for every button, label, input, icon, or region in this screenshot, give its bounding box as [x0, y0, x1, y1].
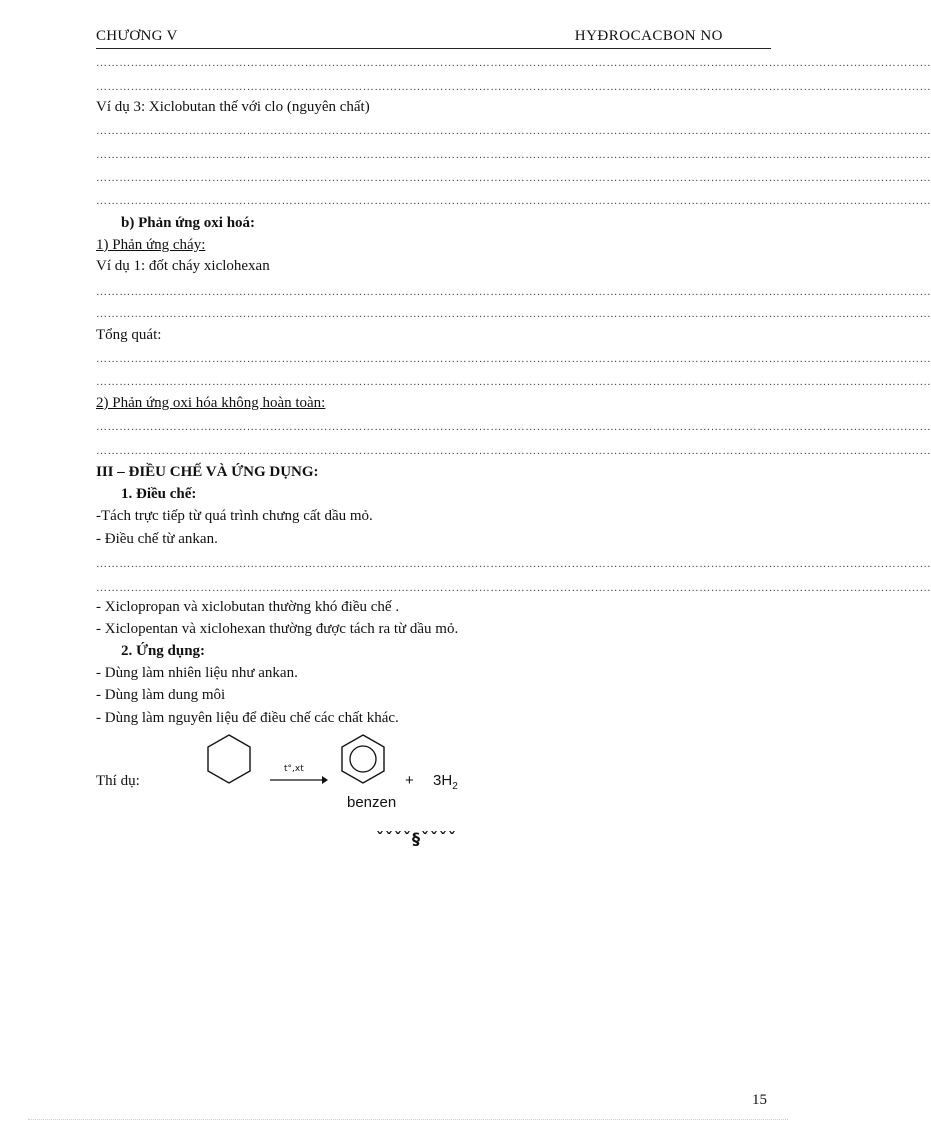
- dotted-line: ………………………………………………………………………………………………………………………………………………………………………………………………: [96, 582, 931, 594]
- section-b-title: b) Phản ứng oxi hoá:: [121, 215, 256, 231]
- page-number: 15: [752, 1092, 767, 1108]
- topic-label: HYĐROCACBON NO: [574, 28, 723, 44]
- cyclohexane-structure: [204, 732, 254, 786]
- benzene-name: benzen: [347, 794, 397, 811]
- dotted-line: ………………………………………………………………………………………………………………………………………………………………………………………………: [96, 353, 931, 365]
- combustion-title: 1) Phản ứng cháy:: [96, 237, 206, 253]
- benzene-structure: [338, 732, 388, 786]
- hydrogen-coefficient: 3H: [433, 772, 453, 789]
- dotted-line: ………………………………………………………………………………………………………………………………………………………………………………………………: [96, 195, 931, 207]
- dotted-line: ………………………………………………………………………………………………………………………………………………………………………………………………: [96, 57, 931, 69]
- dotted-line: ………………………………………………………………………………………………………………………………………………………………………………………………: [96, 308, 931, 320]
- hydrogen-subscript: 2: [452, 781, 458, 792]
- dotted-line: ………………………………………………………………………………………………………………………………………………………………………………………………: [96, 286, 931, 298]
- plus-sign: +: [405, 772, 414, 789]
- dotted-line: ………………………………………………………………………………………………………………………………………………………………………………………………: [96, 172, 931, 184]
- example-3-text: Ví dụ 3: Xiclobutan thế với clo (nguyên chất): [96, 99, 370, 115]
- chapter-label: CHƯƠNG V: [96, 28, 178, 44]
- partial-oxidation-title: 2) Phản ứng oxi hóa không hoàn toàn:: [96, 395, 326, 411]
- usage-item: - Dùng làm nhiên liệu như ankan.: [96, 665, 298, 681]
- dotted-line: ………………………………………………………………………………………………………………………………………………………………………………………………: [96, 445, 931, 457]
- page-header: [96, 28, 771, 49]
- section-iii-title: III – ĐIỀU CHẾ VÀ ỨNG DỤNG:: [96, 464, 319, 480]
- dotted-line: ………………………………………………………………………………………………………………………………………………………………………………………………: [96, 149, 931, 161]
- usage-item: - Dùng làm dung môi: [96, 687, 226, 703]
- usage-item: - Dùng làm nguyên liệu để điều chế các chất khác.: [96, 710, 399, 726]
- ornament-divider: ˇˇˇˇ§ˇˇˇˇ: [376, 829, 457, 848]
- prep-item: -Tách trực tiếp từ quá trình chưng cất dầu mỏ.: [96, 508, 373, 524]
- dotted-line: ………………………………………………………………………………………………………………………………………………………………………………………………: [96, 376, 931, 388]
- example-1-text: Ví dụ 1: đốt cháy xiclohexan: [96, 258, 270, 274]
- general-label: Tổng quát:: [96, 327, 162, 343]
- example-label: Thí dụ:: [96, 773, 140, 789]
- usage-title: 2. Ứng dụng:: [121, 643, 206, 659]
- prep-title: 1. Điều chế:: [121, 486, 197, 502]
- prep-note: - Xiclopentan và xiclohexan thường được tách ra từ dầu mỏ.: [96, 621, 459, 637]
- dotted-line: ………………………………………………………………………………………………………………………………………………………………………………………………: [96, 81, 931, 93]
- prep-item: - Điều chế từ ankan.: [96, 531, 218, 547]
- dotted-line: ………………………………………………………………………………………………………………………………………………………………………………………………: [96, 125, 931, 137]
- footer-rule: [28, 1119, 788, 1120]
- dotted-line: ………………………………………………………………………………………………………………………………………………………………………………………………: [96, 558, 931, 570]
- dotted-line: ………………………………………………………………………………………………………………………………………………………………………………………………: [96, 421, 931, 433]
- hydrogen-product: [433, 772, 458, 792]
- catalyst-label: t°,xt: [284, 764, 304, 774]
- prep-note: - Xiclopropan và xiclobutan thường khó điều chế .: [96, 599, 400, 615]
